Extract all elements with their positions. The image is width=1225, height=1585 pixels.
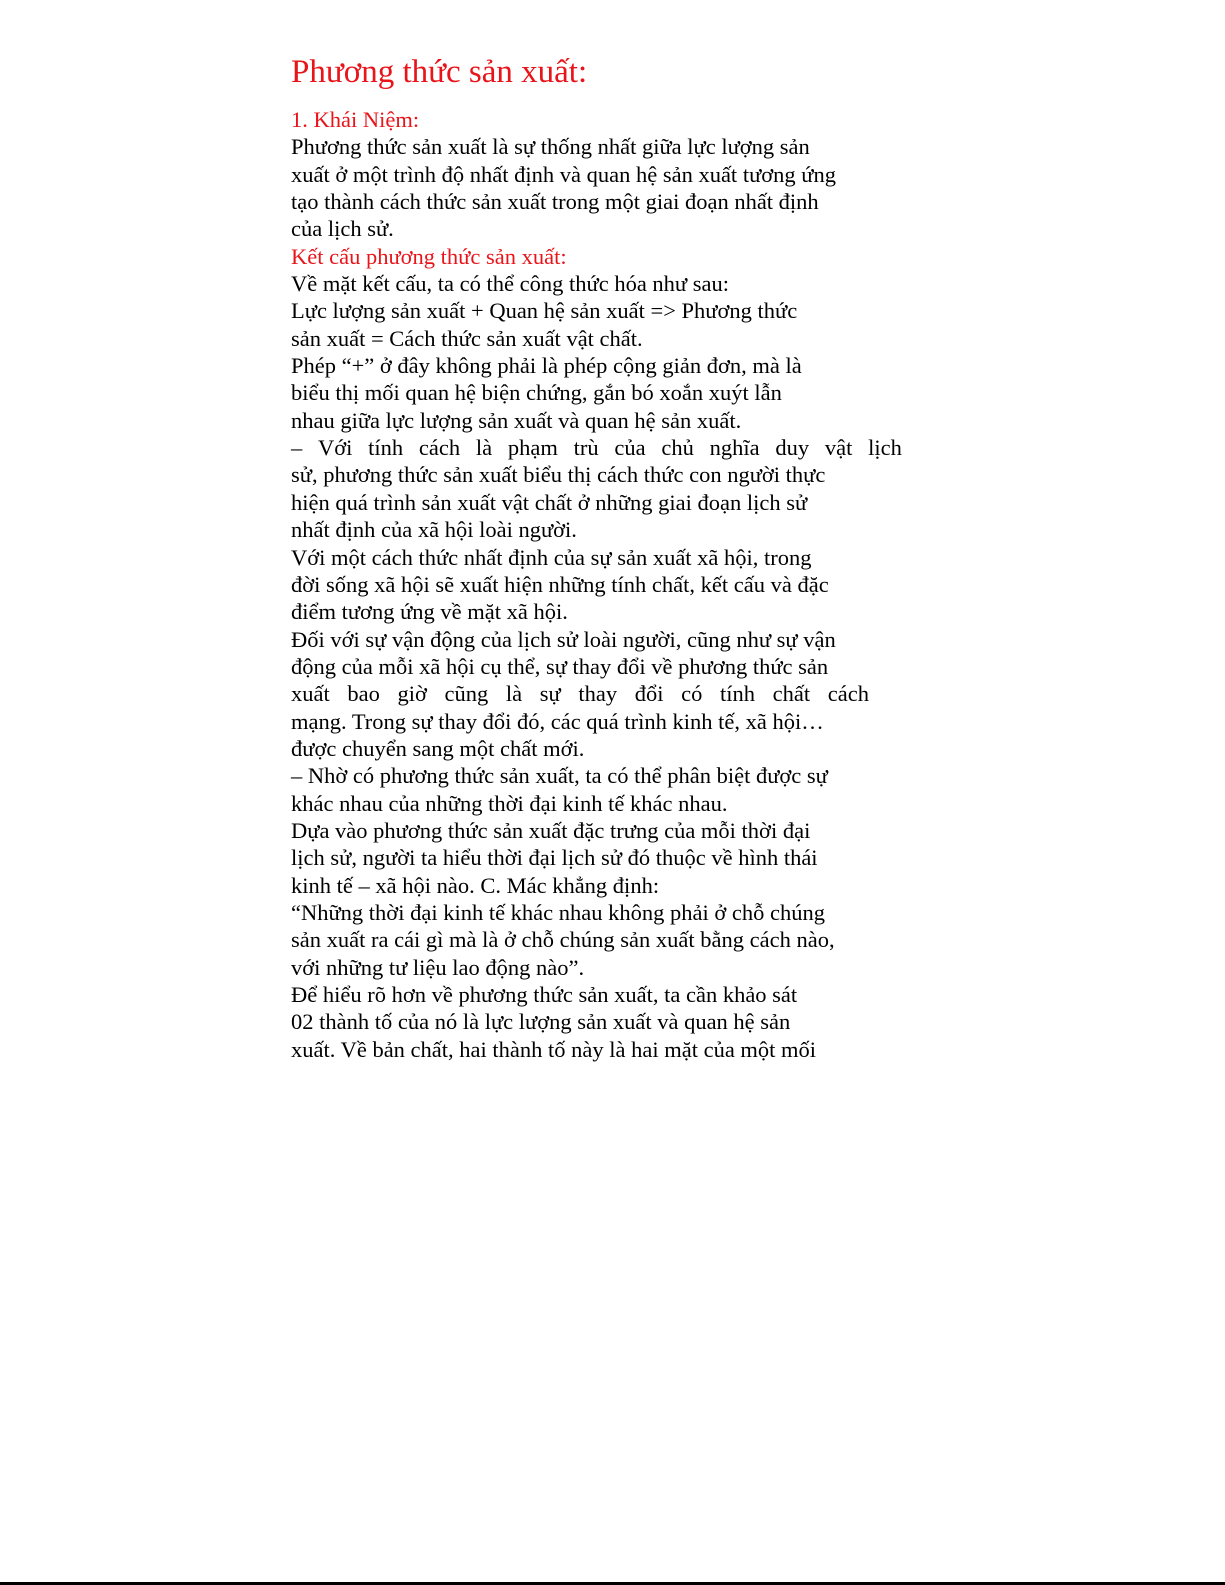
text-line: biểu thị mối quan hệ biện chứng, gắn bó xoắn xuýt lẫn bbox=[291, 380, 782, 406]
word: chủ bbox=[661, 435, 694, 461]
word: sự bbox=[539, 681, 561, 707]
text-line: tạo thành cách thức sản xuất trong một giai đoạn nhất định bbox=[291, 189, 819, 215]
text-line: xuất. Về bản chất, hai thành tố này là hai mặt của một mối bbox=[291, 1036, 817, 1062]
text-line: xuất ở một trình độ nhất định và quan hệ sản xuất tương ứng bbox=[291, 161, 836, 187]
text-line: khác nhau của những thời đại kinh tế khác nhau. bbox=[291, 790, 728, 816]
text-line: được chuyển sang một chất mới. bbox=[291, 735, 585, 761]
word: duy bbox=[775, 435, 810, 461]
word: – bbox=[291, 435, 303, 461]
text-line: nhất định của xã hội loài người. bbox=[291, 517, 577, 543]
paragraph-lines bbox=[291, 106, 911, 1063]
word: nghĩa bbox=[709, 435, 760, 461]
text-line: với những tư liệu lao động nào”. bbox=[291, 954, 585, 980]
text-line: sản xuất = Cách thức sản xuất vật chất. bbox=[291, 325, 643, 351]
word: Với bbox=[318, 435, 353, 461]
word: vật bbox=[824, 435, 853, 461]
text-line: Phép “+” ở đây không phải là phép cộng giản đơn, mà là bbox=[291, 353, 802, 379]
text-line: Về mặt kết cấu, ta có thể công thức hóa như sau: bbox=[291, 271, 729, 297]
word: thay bbox=[578, 681, 618, 707]
word: của bbox=[614, 435, 646, 461]
word: phạm bbox=[507, 435, 558, 461]
text-line: sản xuất ra cái gì mà là ở chỗ chúng sản xuất bằng cách nào, bbox=[291, 927, 835, 953]
word: đổi bbox=[634, 681, 664, 707]
word: cách bbox=[418, 435, 461, 461]
text-line: Với một cách thức nhất định của sự sản xuất xã hội, trong bbox=[291, 544, 812, 570]
text-line: – Nhờ có phương thức sản xuất, ta có thể phân biệt được sự bbox=[291, 763, 828, 789]
text-line: sử, phương thức sản xuất biểu thị cách thức con người thực bbox=[291, 462, 826, 488]
section-heading: 1. Khái Niệm: bbox=[291, 107, 420, 132]
word: là bbox=[505, 681, 523, 707]
document-text bbox=[291, 50, 911, 1063]
word: cách bbox=[827, 681, 869, 707]
word: trù bbox=[573, 435, 599, 461]
text-line: của lịch sử. bbox=[291, 216, 394, 242]
text-line: Phương thức sản xuất là sự thống nhất giữa lực lượng sản bbox=[291, 134, 810, 160]
text-line: hiện quá trình sản xuất vật chất ở những giai đoạn lịch sử bbox=[291, 489, 808, 515]
text-line: động của mỗi xã hội cụ thể, sự thay đổi về phương thức sản bbox=[291, 653, 829, 679]
word: có bbox=[681, 681, 703, 707]
text-line: 02 thành tố của nó là lực lượng sản xuất và quan hệ sản bbox=[291, 1009, 791, 1035]
word: chất bbox=[772, 681, 811, 707]
text-line: mạng. Trong sự thay đổi đó, các quá trình kinh tế, xã hội… bbox=[291, 708, 824, 734]
word: giờ bbox=[397, 681, 427, 707]
text-line: Lực lượng sản xuất + Quan hệ sản xuất => Phương thức bbox=[291, 298, 798, 324]
word: xuất bbox=[291, 681, 330, 707]
text-line: Để hiểu rõ hơn về phương thức sản xuất, ta cần khảo sát bbox=[291, 982, 798, 1007]
text-line: điểm tương ứng về mặt xã hội. bbox=[291, 599, 568, 625]
text-line: đời sống xã hội sẽ xuất hiện những tính chất, kết cấu và đặc bbox=[291, 571, 829, 597]
word: là bbox=[475, 435, 493, 461]
word: lịch bbox=[868, 435, 902, 461]
word: bao bbox=[347, 681, 380, 707]
word: tính bbox=[720, 681, 756, 707]
word: cũng bbox=[444, 681, 489, 707]
text-line: kinh tế – xã hội nào. C. Mác khẳng định: bbox=[291, 872, 660, 898]
text-line: “Những thời đại kinh tế khác nhau không phải ở chỗ chúng bbox=[291, 899, 826, 925]
text-line: Dựa vào phương thức sản xuất đặc trưng của mỗi thời đại bbox=[291, 817, 811, 843]
word: tính bbox=[368, 435, 404, 461]
section-heading: Kết cấu phương thức sản xuất: bbox=[291, 243, 567, 269]
text-line: Đối với sự vận động của lịch sử loài người, cũng như sự vận bbox=[291, 626, 836, 652]
text-line: nhau giữa lực lượng sản xuất và quan hệ sản xuất. bbox=[291, 407, 742, 433]
page-title: Phương thức sản xuất: bbox=[291, 54, 588, 90]
text-line: lịch sử, người ta hiểu thời đại lịch sử đó thuộc về hình thái bbox=[291, 845, 818, 871]
text-line bbox=[291, 680, 869, 707]
text-line bbox=[291, 434, 902, 461]
